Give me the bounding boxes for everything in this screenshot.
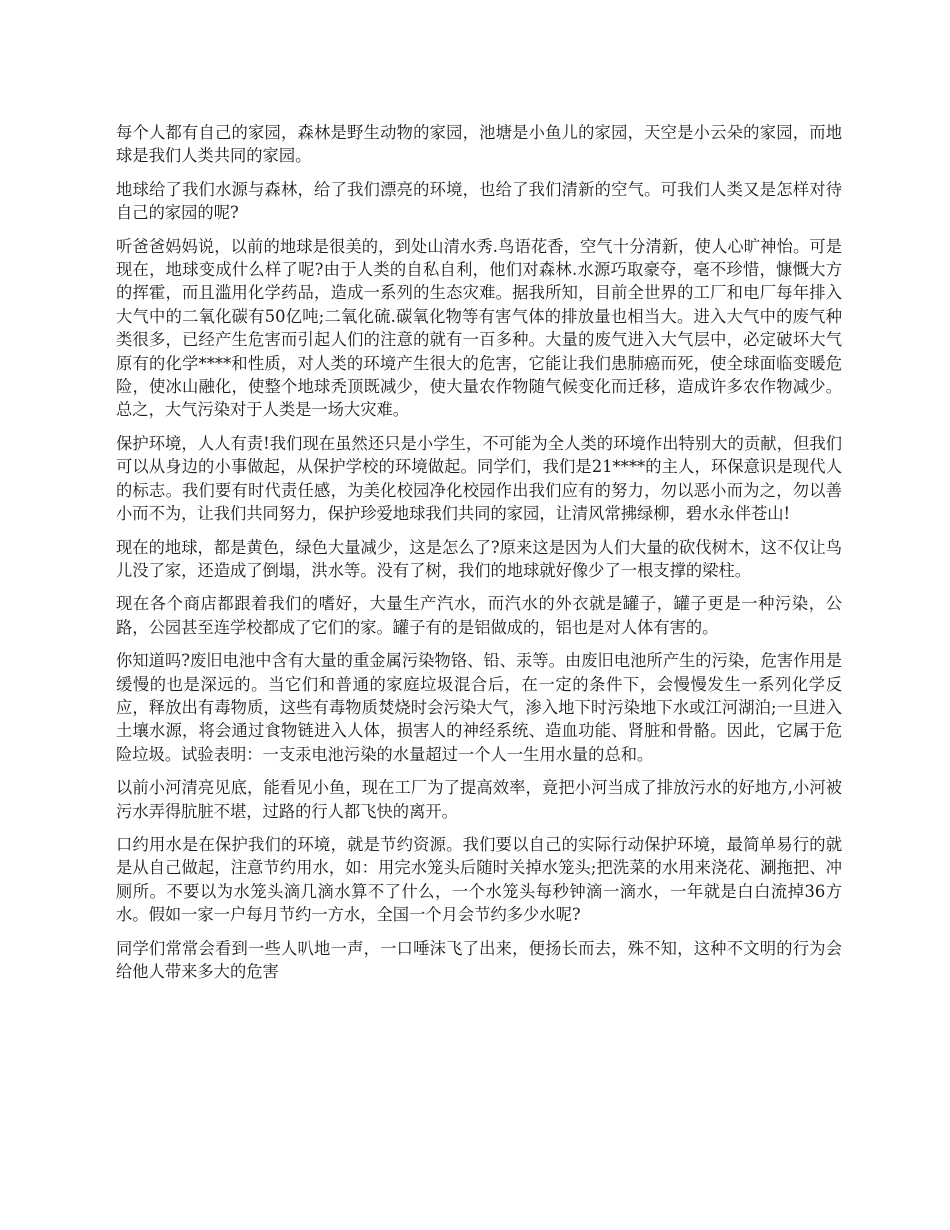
paragraph-1: 每个人都有自己的家园，森林是野生动物的家园，池塘是小鱼儿的家园，天空是小云朵的家园，而地球是我们人类共同的家园。 bbox=[116, 123, 842, 166]
document-body bbox=[116, 121, 842, 993]
paragraph-2: 地球给了我们水源与森林，给了我们漂亮的环境，也给了我们清新的空气。可我们人类又是怎样对待自己的家园的呢? bbox=[116, 179, 842, 223]
paragraph-9: 口约用水是在保护我们的环境，就是节约资源。我们要以自己的实际行动保护环境，最简单易行的就是从自己做起，注意节约用水，如：用完水笼头后随时关掉水笼头;把洗菜的水用来浇花、涮拖把、冲厕所。不要以为水笼头滴几滴水算不了什么，一个水笼头每秒钟滴一滴水，一年就是白白流掉36方水。假如一家一户每月节约一方水，全国一个月会节约多少水呢? bbox=[116, 834, 842, 925]
paragraph-10: 同学们常常会看到一些人叭地一声，一口唾沫飞了出来，便扬长而去，殊不知，这种不文明的行为会给他人带来多大的危害 bbox=[116, 938, 842, 981]
paragraph-3: 听爸爸妈妈说，以前的地球是很美的，到处山清水秀.鸟语花香，空气十分清新，使人心旷神怡。可是现在，地球变成什么样了呢?由于人类的自私自利，他们对森林.水源巧取豪夺，毫不珍惜，慷慨大方的挥霍，而且滥用化学药品，造成一系列的生态灾难。据我所知，目前全世界的工厂和电厂每年排入大气中的二氧化碳有50亿吨;二氧化硫.碳氧化物等有害气体的排放量也相当大。进入大气中的废气种类很多，已经产生危害而引起人们的注意的就有一百多种。大量的废气进入大气层中，必定破坏大气原有的化学****和性质，对人类的环境产生很大的危害，它能让我们患肺癌而死，使全球面临变暖危险，使冰山融化，使整个地球秃顶既减少，使大量农作物随气候变化而迁移，造成许多农作物减少。总之，大气污染对于人类是一场大灾难。 bbox=[116, 236, 842, 420]
paragraph-6: 现在各个商店都跟着我们的嗜好，大量生产汽水，而汽水的外衣就是罐子，罐子更是一种污染，公路，公园甚至连学校都成了它们的家。罐子有的是铝做成的，铝也是对人体有害的。 bbox=[116, 594, 842, 637]
paragraph-7: 你知道吗?废旧电池中含有大量的重金属污染物铬、铅、汞等。由废旧电池所产生的污染，危害作用是缓慢的也是深远的。当它们和普通的家庭垃圾混合后，在一定的条件下，会慢慢发生一系列化学反应，释放出有毒物质，这些有毒物质焚烧时会污染大气，渗入地下时污染地下水或江河湖泊;一旦进入土壤水源，将会通过食物链进入人体，损害人的神经系统、造血功能、肾脏和骨骼。因此，它属于危险垃圾。试验表明：一支汞电池污染的水量超过一个人一生用水量的总和。 bbox=[116, 651, 842, 764]
paragraph-4: 保护环境，人人有责!我们现在虽然还只是小学生，不可能为全人类的环境作出特别大的贡献，但我们可以从身边的小事做起，从保护学校的环境做起。同学们，我们是21****的主人，环保意识是现代人的标志。我们要有时代责任感，为美化校园净化校园作出我们应有的努力，勿以恶小而为之，勿以善小而不为，让我们共同努力，保护珍爱地球我们共同的家园，让清风常拂绿柳，碧水永伴苍山! bbox=[116, 433, 842, 524]
paragraph-8: 以前小河清亮见底，能看见小鱼，现在工厂为了提高效率，竟把小河当成了排放污水的好地方,小河被污水弄得肮脏不堪，过路的行人都飞快的离开。 bbox=[116, 778, 842, 821]
paragraph-5: 现在的地球，都是黄色，绿色大量减少，这是怎么了?原来这是因为人们大量的砍伐树木，这不仅让鸟儿没了家，还造成了倒塌，洪水等。没有了树，我们的地球就好像少了一根支撑的梁柱。 bbox=[116, 537, 842, 580]
